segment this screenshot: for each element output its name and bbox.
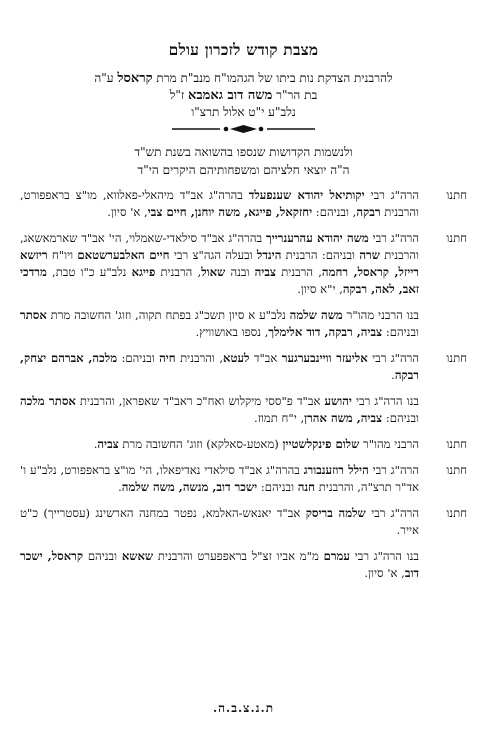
dedication-line-2: בת הר"ר משה דוב גאמבא ז"ל [169, 88, 318, 103]
entry-text-segment: . [391, 368, 395, 382]
entry-text-segment: בנו הרה"ג רבי [351, 394, 419, 408]
entry-text [20, 505, 419, 539]
entry-text [20, 187, 419, 221]
entry-text-segment: , י"א סיון. [297, 282, 343, 296]
memorial-entry [20, 548, 467, 582]
entry-text [20, 436, 419, 453]
entry-name: לעטא [223, 351, 250, 365]
entry-name: ישכר דוב, מנשה, משה שלמה [121, 480, 258, 494]
entry-name: מלכה, אברהם יצחק, רבקה [20, 351, 419, 382]
entry-name: הינדל [256, 248, 282, 262]
entry-text [20, 393, 419, 427]
entry-name: צביה [254, 265, 277, 279]
entry-name: שלמה בריסק [305, 506, 366, 520]
memorial-entry [20, 436, 467, 453]
entry-text-segment: ובניהם [83, 549, 122, 563]
entry-name: יהושע [324, 394, 352, 408]
dedication-name: קראסל [117, 71, 153, 86]
entry-text [20, 462, 419, 496]
entry-name: מרדכי זאב, לאה, רבקה [20, 265, 419, 296]
memorial-entry [20, 462, 467, 496]
entry-text-segment: , א' סיון. [364, 566, 405, 580]
entry-text-segment: ובעלה הגה"צ רבי [169, 248, 257, 262]
entry-text-segment: הרבני מהו"ר [359, 437, 419, 451]
entry-name: חנה [297, 480, 316, 494]
entry-relation-label: חתנו [446, 437, 467, 451]
entry-text-segment: . [93, 437, 98, 451]
entry-text-segment: נלב"ע כ"ו טבת, [46, 265, 132, 279]
entry-name: שלום פינקלשטיין [282, 437, 360, 451]
entry-name: אסתר מלכה [20, 394, 76, 408]
memorial-entries [20, 187, 467, 591]
memorial-entry [20, 505, 467, 539]
entry-name: קראסל, ישכר דוב [20, 549, 419, 580]
entry-name: אסתר [20, 308, 47, 322]
entry-relation-label: חתנו [446, 463, 467, 477]
entry-name: שרה [359, 248, 380, 262]
memorial-entry [20, 187, 467, 221]
entry-relation-label: חתנו [446, 188, 467, 202]
entry-name: צביה, משה אהרן [304, 411, 383, 425]
divider-ornament [170, 124, 317, 134]
entry-text-segment: , נספו באושוויץ. [195, 325, 269, 339]
dedication [50, 70, 437, 121]
entry-name: ריזשא רייזל, קראסל, רחמה [20, 248, 419, 279]
closing-acronym: ת.נ.צ.ב.ה. [212, 701, 275, 715]
entry-text-segment: ובניהם: [382, 411, 419, 425]
entry-name: עמרם [323, 549, 350, 563]
intro-line-1: ולנשמות הקדושות שנספו בהשואה בשנת תש"ד [134, 145, 353, 159]
intro-line-2: ה"ה יוצאי חלציהם ומשפחותיהם היקרים הי"ד [137, 163, 350, 177]
entry-text-segment: אב"ד [249, 351, 282, 365]
entry-text-segment: הרה"ג רבי [368, 463, 419, 477]
entry-text-segment: בנו הרה"ג רבי [349, 549, 419, 563]
memorial-entry [20, 230, 467, 298]
entry-text-segment: , א' סיון. [107, 205, 148, 219]
entry-name: פייגא [131, 265, 156, 279]
intro [40, 143, 447, 179]
entry-text-segment: הרה"ג רבי [365, 506, 419, 520]
entry-name: חיים האלבערשטאם [77, 248, 170, 262]
entry-name: צביה [97, 437, 119, 451]
entry-text-segment: בהרה"ג אב"ד מיהאלי-פאלווא, מו"צ בראפפורט, והרבנית [20, 188, 419, 219]
entry-text-segment: הרה"ג רבי [367, 351, 420, 365]
entry-text-segment: אב"ד פ"ססי מיקלוש ואח"כ ראב"ד שאפראן, והרבנית [75, 394, 325, 408]
entry-text-segment: , והרבנית [175, 351, 224, 365]
entry-text-segment: ובנה [225, 265, 255, 279]
entry-text-segment: , י"ח תמוז. [254, 411, 305, 425]
dedication-father-name: משה דוב גאמבא [188, 88, 273, 103]
entry-text-segment: בנו הרבני מהו"ר [342, 308, 419, 322]
entry-relation-label: חתנו [446, 351, 467, 365]
entry-text [20, 307, 419, 341]
memorial-entry [20, 307, 467, 341]
dedication-line-3: נלב"ע י"ט אלול תרצ"ו [191, 105, 296, 119]
entry-name: שאול [201, 265, 226, 279]
entry-relation-label: חתנו [446, 506, 467, 520]
entry-text-segment: מ"מ אביו זצ"ל בראפפערט והרבנית [153, 549, 324, 563]
entry-text-segment: הרה"ג רבי [364, 188, 420, 202]
entry-name: צביה, רבקה, דוד אלימלך [268, 325, 383, 339]
memorial-entry [20, 393, 467, 427]
page-title: מצבת קודש לזכרון עולם [168, 40, 319, 59]
entry-text-segment: אב"ד יאנאש-האלמא, נפטר במחנה הארשינג (עסטרייך) כ"ט אייר. [20, 506, 419, 537]
entry-name: הילל רוזענבורג [303, 463, 369, 477]
entry-text-segment: ובניהם: [257, 480, 298, 494]
entry-text [20, 230, 419, 298]
entry-text-segment: ובניהם: [382, 325, 419, 339]
entry-text-segment: . [118, 480, 122, 494]
entry-name: יקותיאל יהודא שענפעלד [248, 188, 365, 202]
memorial-entry [20, 350, 467, 384]
entry-text-segment: ובניהם: הרבנית [281, 248, 360, 262]
entry-name: משה יהודא עהרענרייך [266, 231, 369, 245]
entry-text-segment: , הרבנית [155, 265, 202, 279]
entry-text [20, 350, 419, 384]
entry-text-segment: בהרה"ג אב"ד סילאדי-שאמלוי, הי' אב"ד שארמאשאג, והרבנית [20, 231, 420, 262]
entry-name: שאשא [121, 549, 154, 563]
entry-name: רבקה [356, 205, 381, 219]
entry-name: יחזקאל, פייגא, משה יוחנן, חיים צבי [147, 205, 313, 219]
entry-name: משה שלמה [289, 308, 343, 322]
entry-text-segment: , הרבנית [276, 265, 322, 279]
entry-text-segment: ויו"ח [47, 248, 78, 262]
dedication-line-1: להרבנית הצדקת נות ביתו של הגהמו"ח מנב"ת מרת קראסל ע"ה [94, 71, 393, 86]
entry-name: אליעזר וויינבערגער [281, 351, 368, 365]
entry-text-segment: הרה"ג רבי [368, 231, 420, 245]
entry-text-segment: ובניהם: [117, 351, 160, 365]
entry-text-segment: בהרה"ג אב"ד סילאדי נאדיפאלו, הי' מו"צ בראפפורט, נלב"ע ו' אד"ר תרצ"ה, והרבנית [20, 463, 419, 494]
entry-text [20, 548, 419, 582]
entry-relation-label: חתנו [446, 231, 467, 245]
entry-text-segment: נלב"ע א סיון תשכ"ג בפתח תקוה, וזוג' החשובה מרת [46, 308, 290, 322]
entry-text-segment: , ובניהם: [312, 205, 357, 219]
entry-name: חיה [159, 351, 176, 365]
entry-text-segment: (מאטע-סאלקא) וזוג' החשובה מרת [118, 437, 283, 451]
